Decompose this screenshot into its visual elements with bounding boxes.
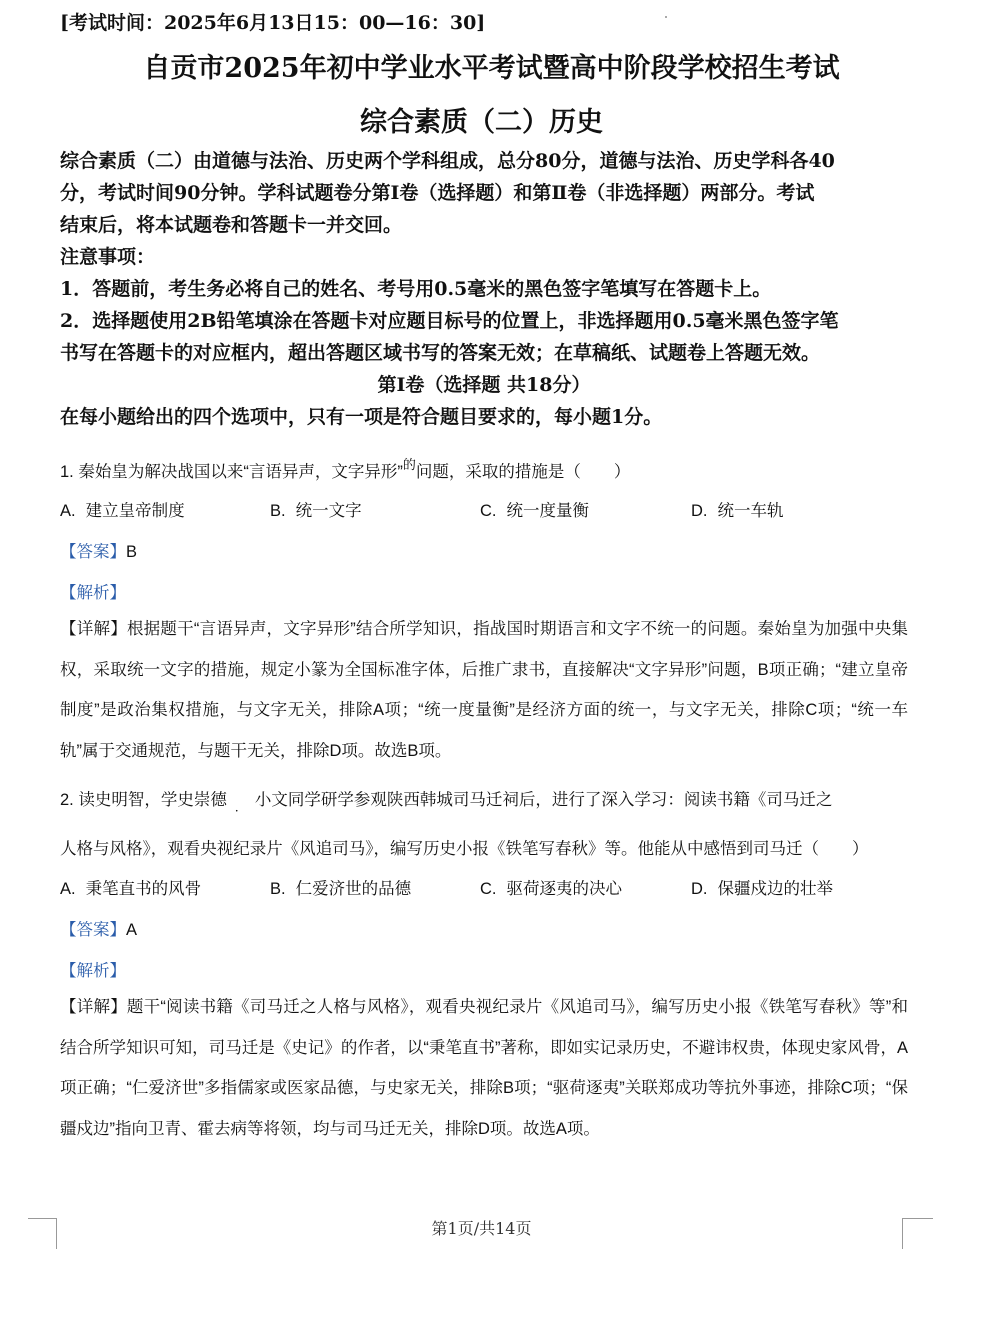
option-b: B. 统一文字 — [270, 502, 362, 520]
option-c: C. 驱荷逐夷的决心 — [480, 880, 622, 898]
question-2-stem-line2: 人格与风格》，观看央视纪录片《风追司马》，编写历史小报《铁笔写春秋》等。他能从中感悟到司马迁（ ） — [60, 840, 869, 858]
notice-item-2-cont: 书写在答题卡的对应框内，超出答题区域书写的答案无效；在草稿纸、试题卷上答题无效。 — [60, 342, 821, 364]
intro-line: 结束后，将本试题卷和答题卡一并交回。 — [60, 214, 403, 236]
notice-item-1: 1．答题前，考生务必将自己的姓名、考号用0.5毫米的黑色签字笔填写在答题卡上。 — [60, 278, 772, 300]
exam-subtitle: 综合素质（二）历史 — [360, 107, 603, 138]
question-2-analysis-label: 【解析】 — [60, 962, 126, 980]
question-1-stem: 1. 秦始皇为解决战国以来“言语异声，文字异形”$^的$问题，采取的措施是（ ） — [60, 457, 631, 481]
option-d: D. 统一车轨 — [691, 502, 784, 520]
question-1-analysis-label: 【解析】 — [60, 584, 126, 602]
exam-title: 自贡市2025年初中学业水平考试暨高中阶段学校招生考试 — [143, 53, 840, 84]
question-2-options — [60, 875, 908, 897]
section-title: 第Ⅰ卷（选择题 共18分） — [377, 374, 591, 396]
notice-heading: 注意事项： — [60, 246, 156, 268]
option-a: A. 建立皇帝制度 — [60, 502, 185, 520]
question-1-options — [60, 497, 908, 519]
option-b: B. 仁爱济世的品德 — [270, 880, 412, 898]
option-c: C. 统一度量衡 — [480, 502, 589, 520]
page-footer: 第1页/共14页 — [431, 1219, 532, 1238]
question-2-answer: 【答案】A — [60, 921, 138, 939]
exam-time: [考试时间：2025年6月13日15：00—16：30] — [60, 12, 486, 34]
question-2-stem-line1: 2. 读史明智，学史崇德 $_.$ 小文同学研学参观陕西韩城司马迁祠后，进行了深入学习：阅读书籍《司马迁之 — [60, 791, 833, 814]
section-instruction: 在每小题给出的四个选项中，只有一项是符合题目要求的，每小题1分。 — [60, 406, 663, 428]
option-a: A. 秉笔直书的风骨 — [60, 880, 202, 898]
exam-instructions — [60, 145, 908, 433]
question-2-explanation: 【详解】题干“阅读书籍《司马迁之人格与风格》，观看央视纪录片《风追司马》，编写历史小报《铁笔写春秋》等”和结合所学知识可知，司马迁是《史记》的作者，以“秉笔直书”著称，即如实记录历史，不避讳权贵，体现史家风骨，A项正确；“仁爱济世”多指儒家或医家品德，与史家无关，排除B项；“驱荷逐夷”关联郑成功等抗外事迹，排除C项；“保疆戍边”指向卫青、霍去病等将领，均与司马迁无关，排除D项。故选A项。 — [60, 998, 908, 1138]
intro-line: 综合素质（二）由道德与法治、历史两个学科组成，总分80分，道德与法治、历史学科各40 — [60, 150, 835, 172]
option-d: D. 保疆戍边的壮举 — [691, 880, 833, 898]
notice-item-2: 2．选择题使用2B铅笔填涂在答题卡对应题目标号的位置上，非选择题用0.5毫米黑色签字笔 — [60, 310, 839, 332]
intro-line: 分，考试时间90分钟。学科试题卷分第Ⅰ卷（选择题）和第Ⅱ卷（非选择题）两部分。考试 — [60, 182, 815, 204]
scan-speck — [665, 16, 667, 18]
question-1-explanation: 【详解】根据题干“言语异声，文字异形”结合所学知识，指战国时期语言和文字不统一的问题。秦始皇为加强中央集权，采取统一文字的措施，规定小篆为全国标准字体，后推广隶书，直接解决“文字异形”问题，B项正确；“建立皇帝制度”是政治集权措施，与文字无关，排除A项；“统一度量衡”是经济方面的统一，与文字无关，排除C项；“统一车轨”属于交通规范，与题干无关，排除D项。故选B项。 — [60, 620, 908, 760]
question-1-answer: 【答案】B — [60, 543, 138, 561]
